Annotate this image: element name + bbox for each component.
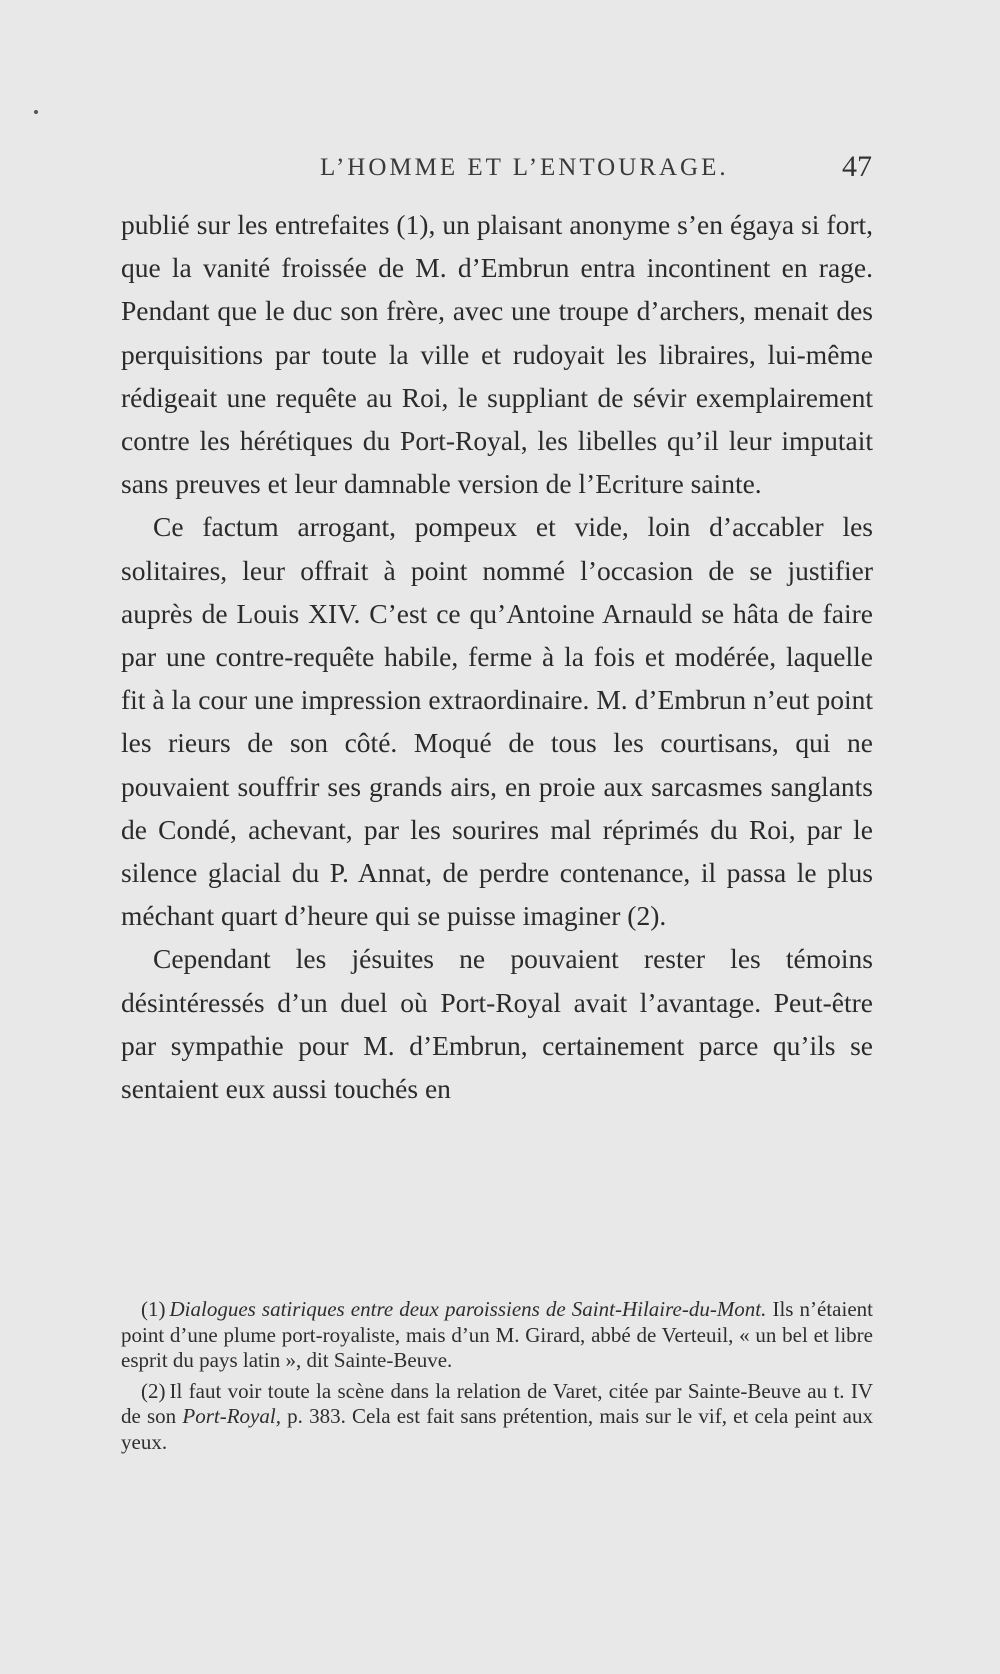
running-title: L’HOMME ET L’ENTOURAGE. [320,154,729,181]
footnote-1-text: Ils n’étaient point d’une plume port-royaliste, mais d’un M. Girard, abbé de Verteuil, « un bel et libre esprit du pays latin », dit Sainte-Beuve. [121,1297,873,1372]
page-number: 47 [842,150,872,183]
footnote-2-mark: (2) [141,1378,166,1403]
paragraph-3: Cependant les jésuites ne pouvaient rester les témoins désintéressés d’un duel où Port-Royal avait l’avantage. Peut-être par sympathie pour M. d’Embrun, certainement parce qu’ils se sentaient eux aussi touchés en [121,943,873,1105]
paragraph-2: Ce factum arrogant, pompeux et vide, loin d’accabler les solitaires, leur offrait à point nommé l’occasion de se justifier auprès de Louis XIV. C’est ce qu’Antoine Arnauld se hâta de faire par une contre-requête habile, ferme à la fois et modérée, laquelle fit à la cour une impression extraordinaire. M. d’Embrun n’eut point les rieurs de son côté. Moqué de tous les courtisans, qui ne pouvaient souffrir ses grands airs, en proie aux sarcasmes sanglants de Condé, achevant, par les sourires mal réprimés du Roi, par le silence glacial du P. Annat, de perdre contenance, il passa le plus méchant quart d’heure qui se puisse imaginer (2). [121,511,873,932]
footnote-1 [121,1297,873,1374]
footnote-2 [121,1379,873,1456]
paper-speck [34,110,38,114]
body-text [121,203,873,1110]
footnote-1-title: Dialogues satiriques entre deux paroissiens de Saint-Hilaire-du-Mont. [169,1297,767,1321]
footnote-1-mark: (1) [141,1297,166,1321]
paragraph-1: publié sur les entrefaites (1), un plaisant anonyme s’en égaya si fort, que la vanité froissée de M. d’Embrun entra incontinent en rage. Pendant que le duc son frère, avec une troupe d’archers, menait des perquisitions par toute la ville et rudoyait les libraires, lui-même rédigeait une requête au Roi, le suppliant de sévir exemplairement contre les hérétiques du Port-Royal, les libelles qu’il leur imputait sans preuves et leur damnable version de l’Ecriture sainte. [121,209,873,500]
footnote-2-text-before: Il faut voir toute la scène dans la relation de Varet, citée par Sainte-Beuve au t. IV de son [121,1378,873,1428]
footnote-2-title: Port-Royal, [182,1404,281,1428]
footnotes [121,1297,873,1460]
footnote-2-text-after: p. 383. Cela est fait sans prétention, mais sur le vif, et cela peint aux yeux. [121,1404,874,1454]
running-head [120,150,872,190]
